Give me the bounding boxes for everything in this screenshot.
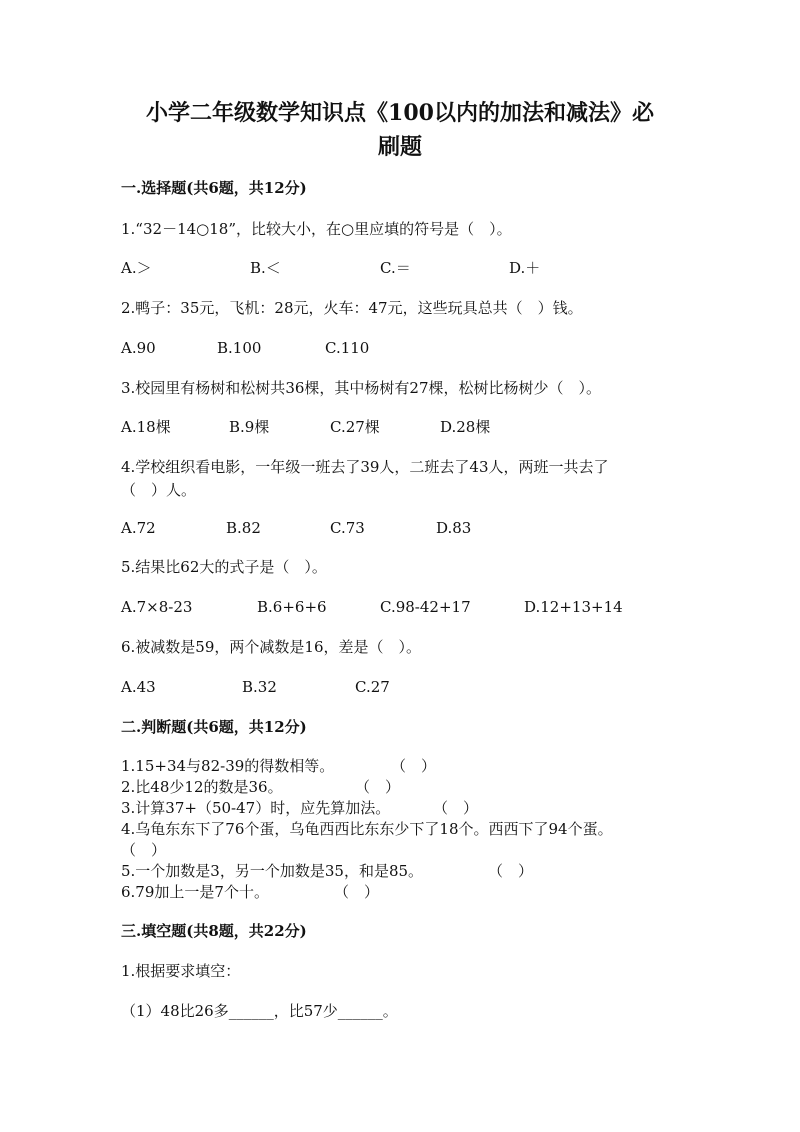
section-heading-choice: 一.选择题(共6题，共12分) [121, 179, 307, 197]
question-text: 3.校园里有杨树和松树共36棵，其中杨树有27棵，松树比杨树少（ ）。 [121, 379, 601, 397]
option-d: D.83 [436, 519, 472, 537]
option-c: C.27 [355, 678, 390, 696]
option-b: B.100 [217, 339, 262, 357]
answer-parentheses: （ ） [488, 862, 534, 880]
option-a: A.72 [121, 519, 156, 537]
option-b: B.＜ [250, 259, 281, 277]
question-text: 4.学校组织看电影，一年级一班去了39人，二班去了43人，两班一共去了 [121, 458, 609, 476]
option-c: C.98-42+17 [380, 598, 471, 616]
question-text: 5.结果比62大的式子是（ ）。 [121, 558, 327, 576]
question-text: 2.鸭子：35元，飞机：28元，火车：47元，这些玩具总共（ ）钱。 [121, 299, 583, 317]
option-b: B.6+6+6 [257, 598, 327, 616]
answer-parentheses: （ ） [334, 883, 380, 901]
statement-text: 1.15+34与82-39的得数相等。 [121, 757, 335, 775]
question-text: 1.根据要求填空： [121, 962, 241, 980]
option-a: A.43 [121, 678, 156, 696]
statement-text: 3.计算37+（50-47）时，应先算加法。 [121, 799, 391, 817]
answer-parentheses: （ ） [391, 757, 437, 775]
option-c: C.＝ [380, 259, 411, 277]
sub-question-text: （1）48比26多______，比57少______。 [121, 1002, 398, 1020]
option-b: B.82 [226, 519, 261, 537]
statement-text: 6.79加上一是7个十。 [121, 883, 269, 901]
option-d: D.12+13+14 [524, 598, 623, 616]
option-c: C.73 [330, 519, 365, 537]
option-c: C.110 [325, 339, 370, 357]
title-line-1: 小学二年级数学知识点《100以内的加法和减法》必 [146, 100, 654, 126]
option-b: B.9棵 [229, 418, 270, 436]
question-text-continued: （ ）人。 [121, 481, 197, 499]
title-line-2: 刷题 [377, 134, 422, 160]
answer-parentheses: （ ） [121, 841, 167, 859]
option-a: A.18棵 [121, 418, 171, 436]
question-text: 6.被减数是59，两个减数是16，差是（ ）。 [121, 638, 421, 656]
section-heading-judgement: 二.判断题(共6题，共12分) [121, 718, 307, 736]
section-heading-fill-in: 三.填空题(共8题，共22分) [121, 922, 307, 940]
statement-text: 2.比48少12的数是36。 [121, 778, 283, 796]
option-d: D.＋ [509, 259, 541, 277]
option-a: A.7×8-23 [121, 598, 193, 616]
statement-text: 4.乌龟东东下了76个蛋，乌龟西西比东东少下了18个。西西下了94个蛋。 [121, 820, 613, 838]
option-d: D.28棵 [440, 418, 491, 436]
option-b: B.32 [242, 678, 277, 696]
document-title [110, 96, 690, 164]
answer-parentheses: （ ） [433, 799, 479, 817]
answer-parentheses: （ ） [355, 778, 401, 796]
statement-text: 5.一个加数是3，另一个加数是35，和是85。 [121, 862, 424, 880]
question-text: 1.“32－14○18”，比较大小，在○里应填的符号是（ ）。 [121, 220, 512, 238]
option-a: A.＞ [121, 259, 152, 277]
option-c: C.27棵 [330, 418, 380, 436]
option-a: A.90 [121, 339, 156, 357]
